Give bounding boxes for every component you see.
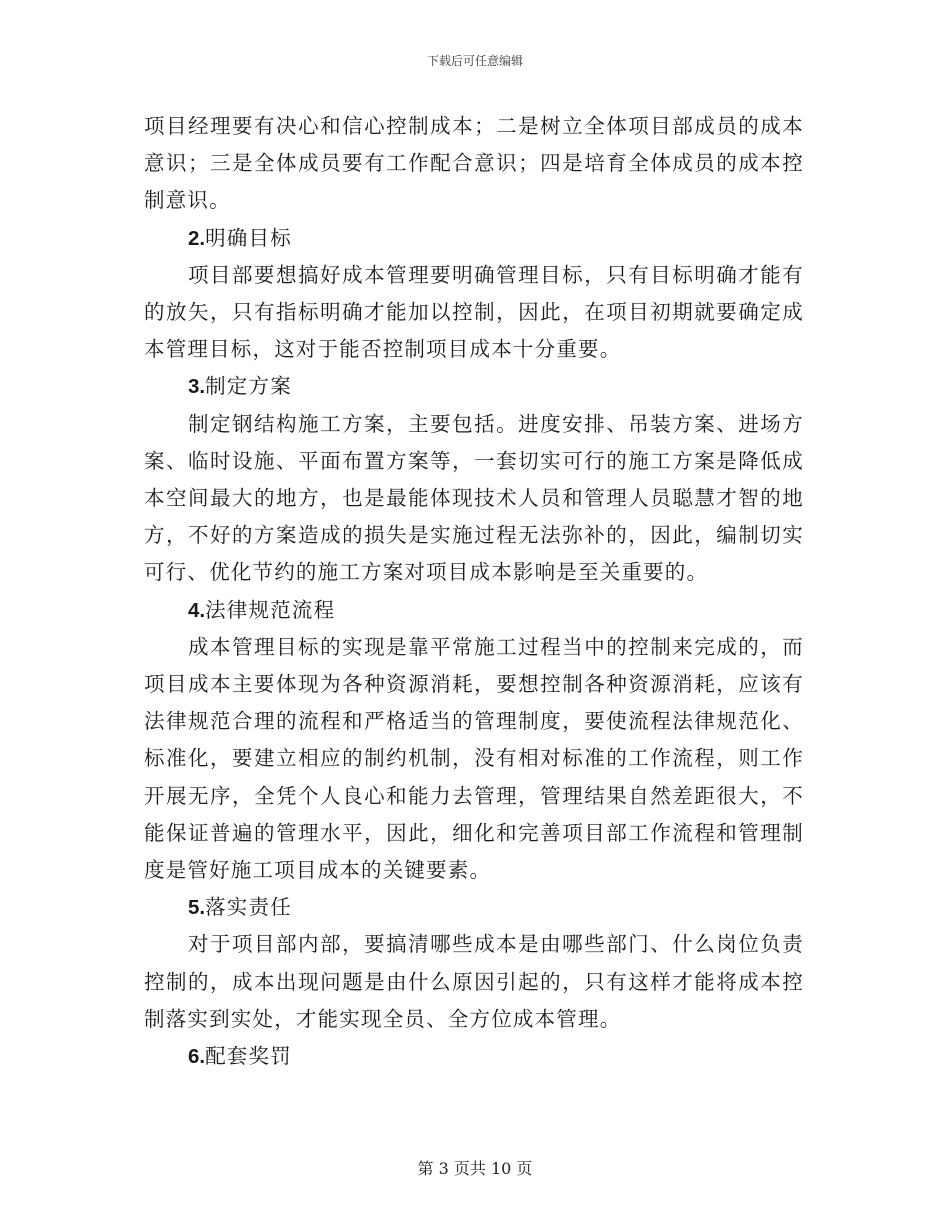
- section-heading-3: [144, 368, 804, 405]
- section-heading-4: [144, 592, 804, 629]
- section-paragraph-3: 制定钢结构施工方案，主要包括。进度安排、吊装方案、进场方案、临时设施、平面布置方案等，一套切实可行的施工方案是降低成本空间最大的地方，也是最能体现技术人员和管理人员聪慧才智的地方，不好的方案造成的损失是实施过程无法弥补的，因此，编制切实可行、优化节约的施工方案对项目成本影响是至关重要的。: [144, 411, 804, 585]
- section-number: 2.: [188, 226, 206, 250]
- section-title: 制定方案: [205, 374, 292, 399]
- section-title: 配套奖罚: [205, 1044, 292, 1069]
- section-paragraph-4: 成本管理目标的实现是靠平常施工过程当中的控制来完成的，而项目成本主要体现为各种资源消耗，要想控制各种资源消耗，应该有法律规范合理的流程和严格适当的管理制度，要使流程法律规范化、标准化，要建立相应的制约机制，没有相对标准的工作流程，则工作开展无序，全凭个人良心和能力去管理，管理结果自然差距很大，不能保证普遍的管理水平，因此，细化和完善项目部工作流程和管理制度是管好施工项目成本的关键要素。: [144, 634, 804, 883]
- section-number: 6.: [188, 1045, 206, 1069]
- section-paragraph-2: 项目部要想搞好成本管理要明确管理目标，只有目标明确才能有的放矢，只有指标明确才能加以控制，因此，在项目初期就要确定成本管理目标，这对于能否控制项目成本十分重要。: [144, 262, 804, 362]
- section-title: 法律规范流程: [205, 597, 336, 622]
- section-number: 4.: [188, 598, 206, 622]
- document-body: [144, 108, 804, 1075]
- section-number: 3.: [188, 375, 206, 399]
- section-number: 5.: [188, 896, 206, 920]
- section-heading-2: [144, 220, 804, 257]
- section-title: 落实责任: [205, 895, 292, 920]
- page-header: 下载后可任意编辑: [426, 54, 523, 68]
- intro-paragraph: 项目经理要有决心和信心控制成本；二是树立全体项目部成员的成本意识；三是全体成员要有工作配合意识；四是培育全体成员的成本控制意识。: [144, 114, 804, 213]
- page-footer: 第 3 页共 10 页: [417, 1159, 533, 1178]
- section-heading-6: [144, 1038, 804, 1075]
- section-title: 明确目标: [205, 225, 292, 250]
- section-paragraph-5: 对于项目部内部，要搞清哪些成本是由哪些部门、什么岗位负责控制的，成本出现问题是由什么原因引起的，只有这样才能将成本控制落实到实处，才能实现全员、全方位成本管理。: [144, 932, 804, 1031]
- section-heading-5: [144, 889, 804, 926]
